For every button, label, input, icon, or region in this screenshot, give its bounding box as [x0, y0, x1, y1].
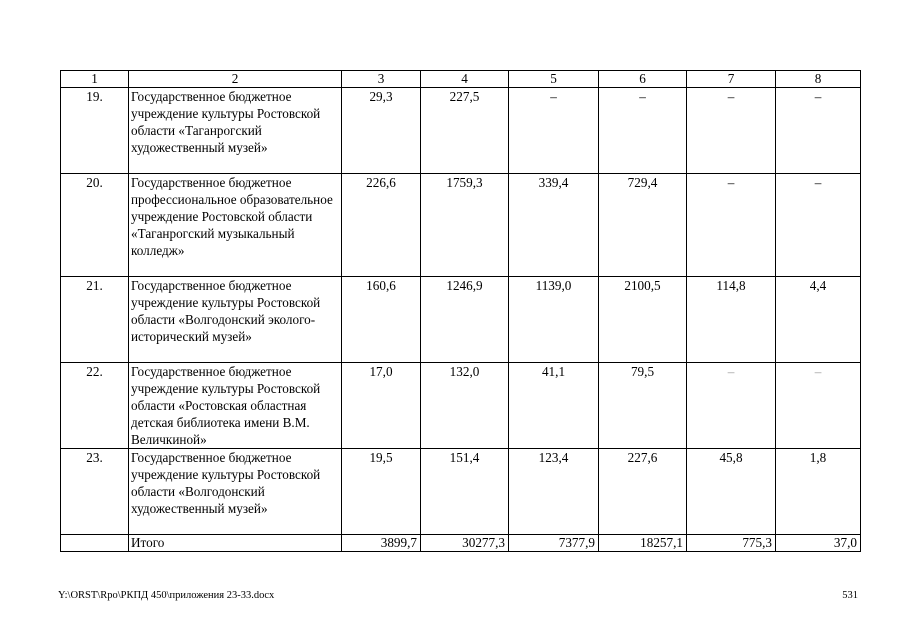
cell-value: – [776, 174, 861, 277]
total-value: 18257,1 [599, 535, 687, 552]
row-number: 23. [61, 449, 129, 535]
cell-value: 4,4 [776, 277, 861, 363]
column-header: 4 [421, 71, 509, 88]
cell-value: 1759,3 [421, 174, 509, 277]
cell-value: 79,5 [599, 363, 687, 449]
row-number: 20. [61, 174, 129, 277]
column-header: 7 [687, 71, 776, 88]
cell-value: 151,4 [421, 449, 509, 535]
institution-name: Государственное бюджетное учреждение культуры Ростовской области «Волгодонский эколого-исторический музей» [129, 277, 342, 363]
column-header: 6 [599, 71, 687, 88]
cell-value: – [776, 363, 861, 449]
row-number: 19. [61, 88, 129, 174]
cell-value: 123,4 [509, 449, 599, 535]
institution-name: Государственное бюджетное профессиональное образовательное учреждение Ростовской области «Таганрогский музыкальный колледж» [129, 174, 342, 277]
cell-value: 160,6 [342, 277, 421, 363]
page-number: 531 [842, 590, 858, 601]
institution-name: Государственное бюджетное учреждение культуры Ростовской области «Волгодонский художественный музей» [129, 449, 342, 535]
cell-value: 1139,0 [509, 277, 599, 363]
cell-value: – [687, 88, 776, 174]
table-row [61, 449, 861, 535]
table-header-row [61, 71, 861, 88]
institution-name: Государственное бюджетное учреждение культуры Ростовской области «Таганрогский художественный музей» [129, 88, 342, 174]
table-row [61, 174, 861, 277]
cell-value: 2100,5 [599, 277, 687, 363]
cell-value: 17,0 [342, 363, 421, 449]
total-label: Итого [129, 535, 342, 552]
cell-value: – [599, 88, 687, 174]
total-value: 775,3 [687, 535, 776, 552]
cell-value: – [687, 174, 776, 277]
column-header: 2 [129, 71, 342, 88]
table-row [61, 277, 861, 363]
cell-value: – [776, 88, 861, 174]
cell-value: 1,8 [776, 449, 861, 535]
cell-value: 29,3 [342, 88, 421, 174]
cell-value: 45,8 [687, 449, 776, 535]
cell-value: 729,4 [599, 174, 687, 277]
cell-value: 227,5 [421, 88, 509, 174]
cell-value: 227,6 [599, 449, 687, 535]
institution-name: Государственное бюджетное учреждение культуры Ростовской области «Ростовская областная детская библиотека имени В.М. Величкиной» [129, 363, 342, 449]
cell-value: – [687, 363, 776, 449]
total-value: 30277,3 [421, 535, 509, 552]
cell-value: 132,0 [421, 363, 509, 449]
total-value: 3899,7 [342, 535, 421, 552]
row-number: 22. [61, 363, 129, 449]
row-number: 21. [61, 277, 129, 363]
row-number-empty [61, 535, 129, 552]
column-header: 5 [509, 71, 599, 88]
cell-value: 41,1 [509, 363, 599, 449]
data-table [60, 70, 861, 552]
cell-value: – [509, 88, 599, 174]
column-header: 8 [776, 71, 861, 88]
table-row [61, 88, 861, 174]
column-header: 1 [61, 71, 129, 88]
table-row [61, 363, 861, 449]
cell-value: 19,5 [342, 449, 421, 535]
total-value: 37,0 [776, 535, 861, 552]
column-header: 3 [342, 71, 421, 88]
cell-value: 339,4 [509, 174, 599, 277]
footer-file-path: Y:\ORST\Rpo\РКПД 450\приложения 23-33.docx [58, 590, 275, 601]
cell-value: 114,8 [687, 277, 776, 363]
total-row [61, 535, 861, 552]
cell-value: 226,6 [342, 174, 421, 277]
cell-value: 1246,9 [421, 277, 509, 363]
total-value: 7377,9 [509, 535, 599, 552]
